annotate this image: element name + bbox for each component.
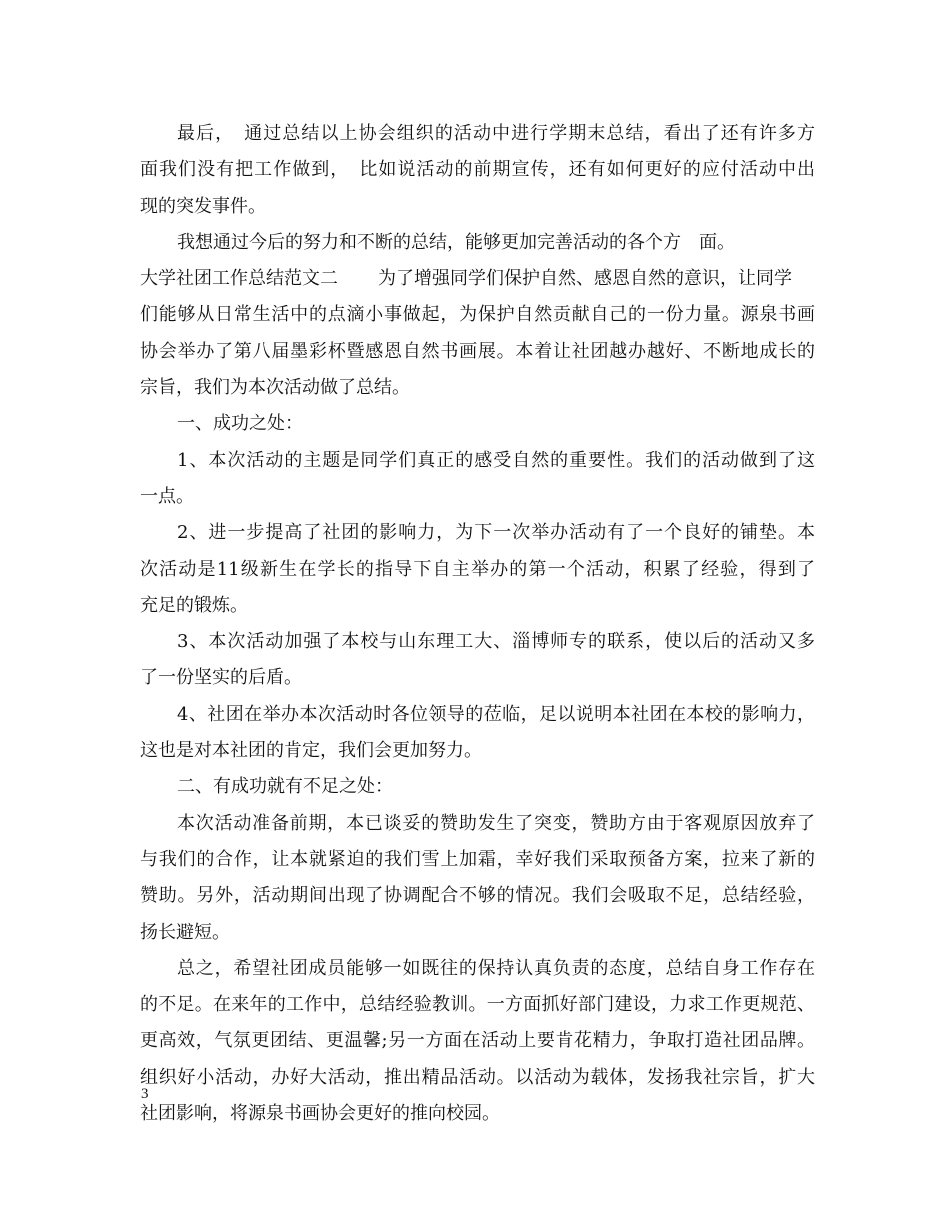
document-body <box>140 116 815 1132</box>
text-line: 与我们的合作，让本就紧迫的我们雪上加霜，幸好我们采取预备方案，拉来了新的 <box>140 848 815 870</box>
text-line: 本次活动准备前期，本已谈妥的赞助发生了突变，赞助方由于客观原因放弃了 <box>177 812 815 834</box>
text-line: 4、社团在举办本次活动时各位领导的莅临，足以说明本社团在本校的影响力， <box>177 703 815 725</box>
section-heading: 大学社团工作总结范文二 <box>140 268 338 290</box>
text-line-with-heading <box>140 261 815 297</box>
text-line: 社团影响，将源泉书画协会更好的推向校园。 <box>140 1103 500 1125</box>
text-line: 最后， 通过总结以上协会组织的活动中进行学期末总结，看出了还有许多方 <box>177 123 815 144</box>
text-line: 充足的锻炼。 <box>140 594 248 616</box>
text-line: 一点。 <box>140 485 194 507</box>
text-line: 现的突发事件。 <box>140 195 266 217</box>
text-line: 次活动是11级新生在学长的指导下自主举办的第一个活动，积累了经验，得到了 <box>140 558 815 580</box>
text-line: 的不足。在来年的工作中，总结经验教训。一方面抓好部门建设，力求工作更规范、 <box>140 994 815 1016</box>
text-line: 我想通过今后的努力和不断的总结，能够更加完善活动的各个方 面。 <box>177 231 735 253</box>
text-line: 扬长避短。 <box>140 921 230 943</box>
subheading: 一、成功之处： <box>177 413 303 435</box>
text-line: 这也是对本社团的肯定，我们会更加努力。 <box>140 740 482 762</box>
text-line: 了一份坚实的后盾。 <box>140 667 302 689</box>
text-line: 面我们没有把工作做到， 比如说活动的前期宣传，还有如何更好的应付活动中出 <box>140 159 815 181</box>
text-line: 宗旨，我们为本次活动做了总结。 <box>140 377 410 399</box>
text-line: 2、进一步提高了社团的影响力，为下一次举办活动有了一个良好的铺垫。本 <box>177 522 815 544</box>
text-line: 更高效，气氛更团结、更温馨;另一方面在活动上要肯花精力，争取打造社团品牌。 <box>140 1030 815 1052</box>
text-line: 组织好小活动，办好大活动，推出精品活动。以活动为载体，发扬我社宗旨，扩大 <box>140 1066 815 1088</box>
text-fragment: 为了增强同学们保护自然、感恩自然的意识，让同学 <box>378 268 792 290</box>
text-line: 赞助。另外，活动期间出现了协调配合不够的情况。我们会吸取不足，总结经验， <box>140 885 815 907</box>
text-line: 3、本次活动加强了本校与山东理工大、淄博师专的联系，使以后的活动又多 <box>177 631 815 653</box>
text-line: 们能够从日常生活中的点滴小事做起，为保护自然贡献自己的一份力量。源泉书画 <box>140 304 815 326</box>
subheading: 二、有成功就有不足之处： <box>177 776 393 798</box>
text-line: 1、本次活动的主题是同学们真正的感受自然的重要性。我们的活动做到了这 <box>177 449 815 471</box>
page-number: 3 <box>141 1086 149 1102</box>
text-line: 总之，希望社团成员能够一如既往的保持认真负责的态度，总结自身工作存在 <box>177 957 815 979</box>
text-line: 协会举办了第八届墨彩杯暨感恩自然书画展。本着让社团越办越好、不断地成长的 <box>140 340 815 362</box>
